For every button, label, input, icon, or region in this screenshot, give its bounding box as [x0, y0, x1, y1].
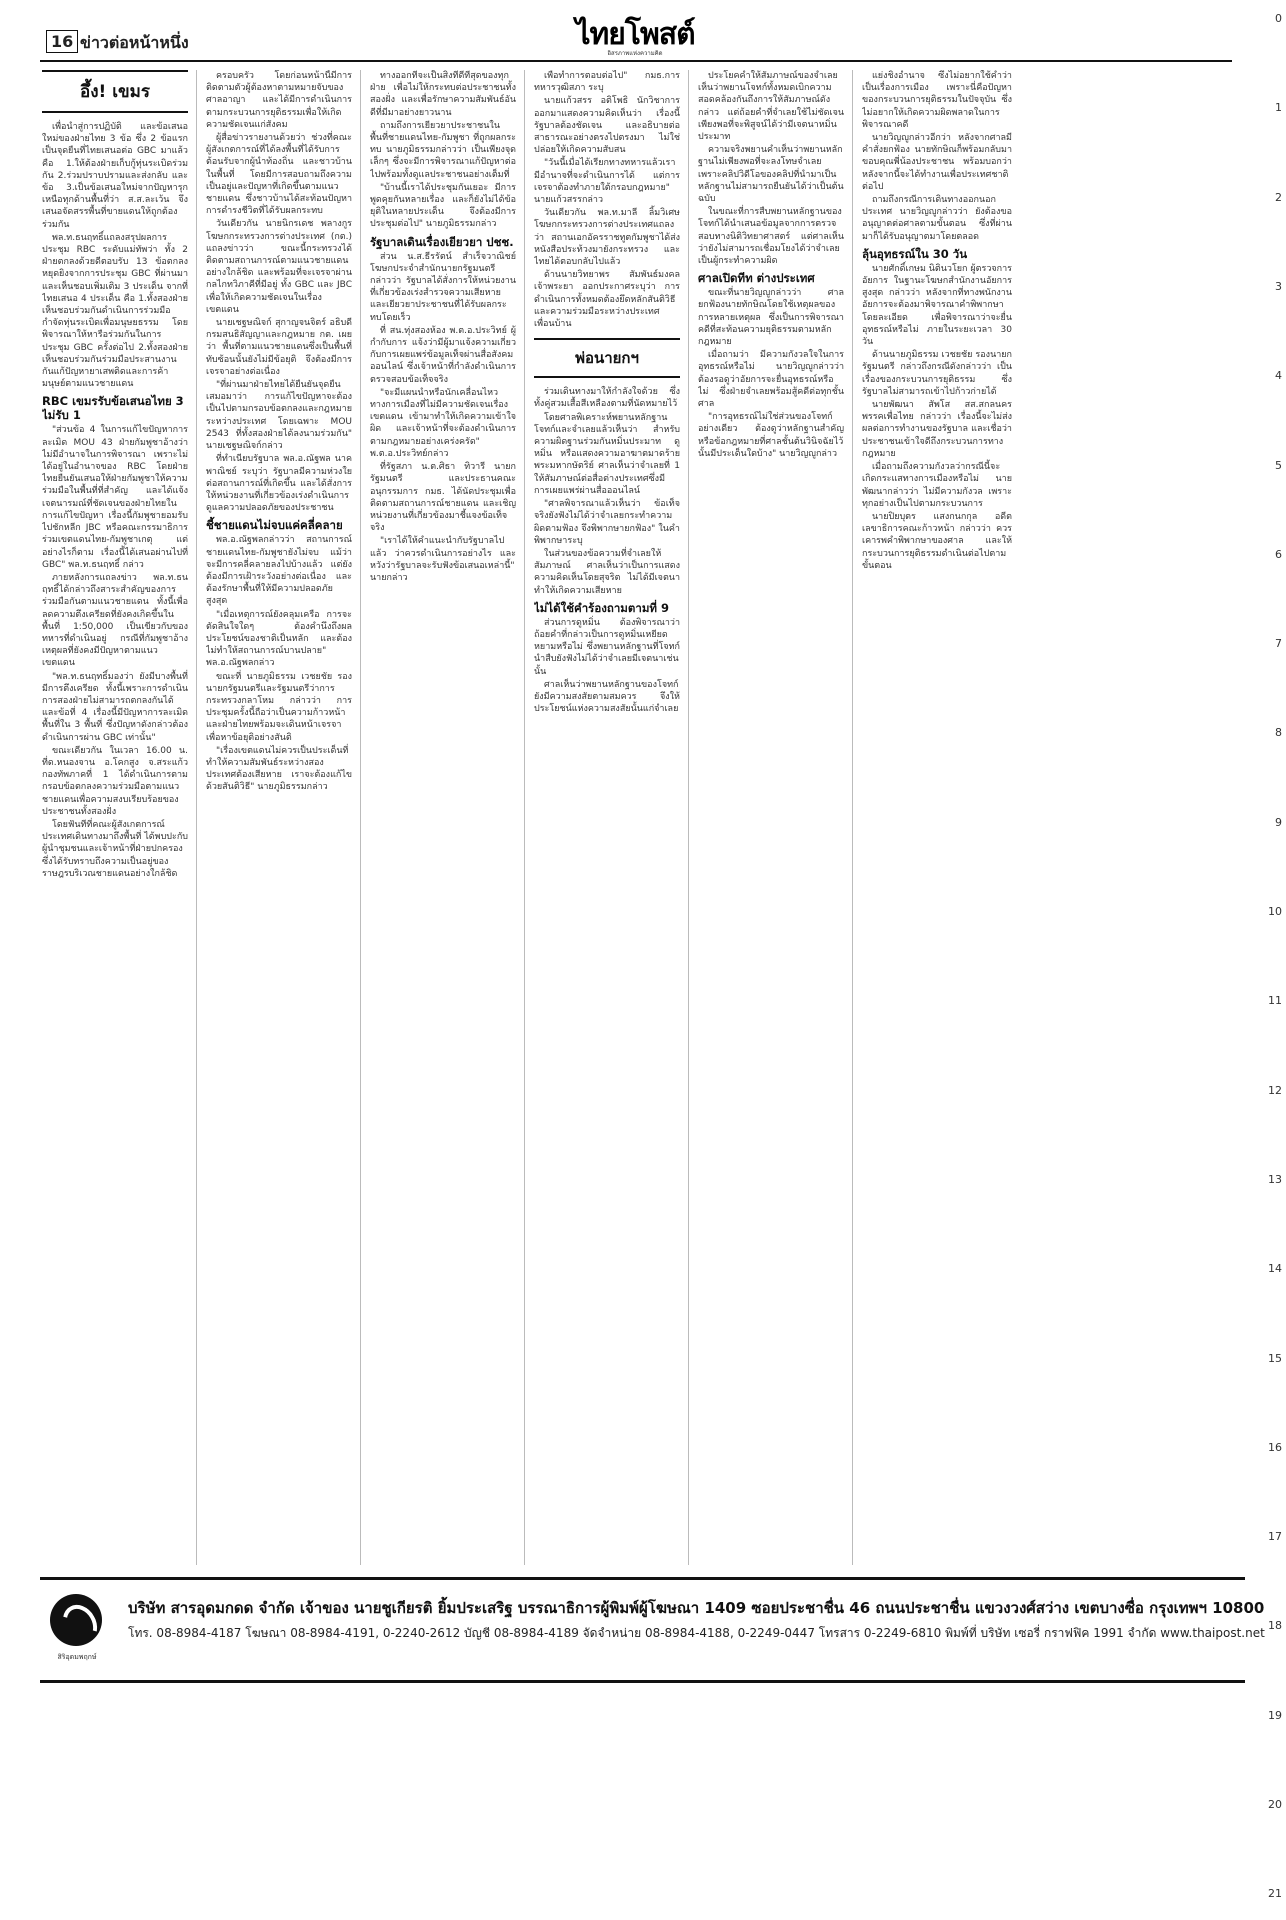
- article-body: [370, 70, 516, 231]
- paragraph: ที่ สน.ทุ่งสองห้อง พ.ต.อ.ประวิทย์ ผู้กำกับการ แจ้งว่ามีผู้มาแจ้งความเกี่ยวกับการเผยแพร่ข้อมูลเท็จผ่านสื่อสังคมออนไลน์ ซึ่งเจ้าหน้าที่กำลังดำเนินการตรวจสอบข้อเท็จจริง: [370, 325, 516, 385]
- page-header: [40, 17, 1232, 62]
- paragraph: นายวิญญูกล่าวอีกว่า หลังจากศาลมีคำสั่งยกฟ้อง นายทักษิณก็พร้อมกลับมาขอบคุณพี่น้องประชาชน พร้อมบอกว่า หลังจากนี้จะได้ทำงานเพื่อประเทศชาติต่อไป: [862, 133, 1012, 192]
- article-subhead: ไม่ได้ใช้คำร้องถามตามที่ 9: [534, 600, 669, 615]
- paragraph: ทางออกที่จะเป็นสิ่งที่ดีที่สุดของทุกฝ่าย เพื่อไม่ให้กระทบต่อประชาชนทั้งสองฝั่ง และเพื่อรักษาความสัมพันธ์อันดีที่มีมาอย่างยาวนาน: [370, 71, 516, 118]
- ruler-number: 15: [1268, 1351, 1282, 1365]
- paragraph: ผู้สื่อข่าวรายงานด้วยว่า ช่วงที่คณะผู้สังเกตการณ์ที่ได้ลงพื้นที่ได้รับการต้อนรับจากผู้นำท้องถิ่น และชาวบ้านในพื้นที่ โดยมีการสอบถามถึงความเป็นอยู่และปัญหาที่เกิดขึ้นตามแนวชายแดน ซึ่งชาวบ้านได้สะท้อนปัญหาการดำรงชีวิตที่ได้รับผลกระทบ: [206, 133, 352, 217]
- paragraph: ศาลเห็นว่าพยานหลักฐานของโจทก์ยังมีความสงสัยตามสมควร จึงให้ประโยชน์แห่งความสงสัยนั้นแก่จำเลย: [534, 679, 680, 715]
- paragraph: พล.อ.ณัฐพลกล่าวว่า สถานการณ์ชายแดนไทย-กัมพูชายังไม่จบ แม้ว่าจะมีการคลี่คลายลงไปบ้างแล้ว แต่ยังต้องมีการเฝ้าระวังอย่างต่อเนื่อง และต้องรักษาพื้นที่ให้มีความปลอดภัยสูงสุด: [206, 535, 352, 607]
- column-divider: [360, 70, 361, 1565]
- ruler-number: 5: [1275, 458, 1282, 472]
- paragraph: นายเชฐษณิจก์ สุกาญจนจิตร์ อธิบดีกรมสนธิสัญญาและกฎหมาย กต. เผยว่า พื้นที่ตามแนวชายแดนซึ่งเป็นพื้นที่ทับซ้อนนั้นยังไม่มีข้อยุติ จึงต้องมีการเจรจาอย่างต่อเนื่อง: [206, 318, 352, 377]
- paragraph: ขณะที่ นายภูมิธรรม เวชยชัย รองนายกรัฐมนตรีและรัฐมนตรีว่าการกระทรวงกลาโหม กล่าวว่า การประชุมครั้งนี้ถือว่าเป็นความก้าวหน้า และฝ่ายไทยพร้อมจะเดินหน้าเจรจาเพื่อหาข้อยุติอย่างสันติ: [206, 671, 352, 743]
- article-body: [862, 263, 1012, 572]
- paragraph: "เราได้ให้คำแนะนำกับรัฐบาลไปแล้ว ว่าควรดำเนินการอย่างไร และหวังว่ารัฐบาลจะรับฟังข้อเสนอเหล่านี้" นายกล่าว: [370, 536, 516, 583]
- paragraph: ครอบครัว โดยก่อนหน้านี้มีการติดตามตัวผู้ต้องหาตามหมายจับของศาลอาญา และได้มีการดำเนินการตามกระบวนการยุติธรรมเพื่อให้เกิดความชัดเจนแก่สังคม: [206, 71, 352, 130]
- column-divider: [524, 70, 525, 1565]
- paragraph: "เมื่อเหตุการณ์ยังคลุมเครือ การจะตัดสินใจใดๆ ต้องคำนึงถึงผลประโยชน์ของชาติเป็นหลัก และต้องไม่ทำให้สถานการณ์บานปลาย" พล.อ.ณัฐพลกล่าว: [206, 609, 352, 669]
- article-subhead: RBC เขมรรับข้อเสนอไทย 3 ไม่รับ 1: [42, 394, 184, 423]
- paragraph: นายพัฒนา สัพโส สส.สกลนคร พรรคเพื่อไทย กล่าวว่า เรื่องนี้จะไม่ส่งผลต่อการทำงานของรัฐบาล และเชื่อว่าประชาชนเข้าใจดีถึงกระบวนการทางกฎหมาย: [862, 400, 1012, 459]
- article-subhead: รัฐบาลเดินเรื่องเยียวยา ปชช.: [370, 234, 514, 249]
- logo-tagline: อิสรภาพแห่งความคิด: [607, 50, 663, 57]
- page-number: 16: [46, 30, 78, 53]
- paragraph: ถามถึงกรณีการเดินทางออกนอกประเทศ นายวิญญูกล่าวว่า ยังต้องขออนุญาตต่อศาลตามขั้นตอน ซึ่งที่ผ่านมาก็ได้รับอนุญาตมาโดยตลอด: [862, 195, 1012, 242]
- ruler-number: 0: [1275, 12, 1282, 25]
- section-title: ข่าวต่อหน้าหนึ่ง: [80, 33, 189, 52]
- paragraph: ร่วมเดินทางมาให้กำลังใจด้วย ซึ่งทั้งคู่สวมเสื้อสีเหลืองตามที่นัดหมายไว้: [534, 387, 680, 410]
- publisher-logo-icon: [50, 1594, 102, 1646]
- paragraph: ในขณะที่การสืบพยานหลักฐานของโจทก์ได้นำเสนอข้อมูลจากการตรวจสอบทางนิติวิทยาศาสตร์ แต่ศาลเห็นว่ายังไม่สามารถเชื่อมโยงได้ว่าจำเลยเป็นผู้กระทำความผิด: [698, 207, 844, 267]
- paragraph: เพื่อทำการตอบต่อไป" กมธ.การทหารวุฒิสภา ระบุ: [534, 71, 680, 94]
- paragraph: ขณะเดียวกัน ในเวลา 16.00 น. ที่ด.หนองจาน อ.โคกสูง จ.สระแก้ว กองทัพภาคที่ 1 ได้ดำเนินการตามกรอบข้อตกลงความร่วมมือตามแนวชายแดนเพื่อความสงบเรียบร้อยของประชาชนทั้งสองฝั่ง: [42, 745, 188, 817]
- paragraph: ที่ทำเนียบรัฐบาล พล.อ.ณัฐพล นาคพาณิชย์ ระบุว่า รัฐบาลมีความห่วงใยต่อสถานการณ์ที่เกิดขึ้น และได้สั่งการให้หน่วยงานที่เกี่ยวข้องเร่งดำเนินการดูแลความปลอดภัยของประชาชน: [206, 454, 352, 514]
- article-body: [206, 534, 352, 793]
- column-1: [42, 70, 188, 1565]
- paragraph: ภายหลังการแถลงข่าว พล.ท.ธนฤทธิ์ได้กล่าวถึงสาระสำคัญของการร่วมมือกันตามแนวชายแดน ทั้งนี้เพื่อลดความตึงเครียดที่ยังคงเกิดขึ้นในพื้นที่ 1:50,000 เป็นเขียวกับของทหารที่ดำเนินอยู่ กรณีที่กัมพูชาอ้างเหตุผลที่ยังคงมีปัญหาตามแนวเขตแดน: [42, 572, 188, 669]
- ruler-number: 14: [1268, 1262, 1282, 1276]
- paragraph: ถามถึงการเยียวยาประชาชนในพื้นที่ชายแดนไทย-กัมพูชา ที่ถูกผลกระทบ นายภูมิธรรมกล่าวว่า เป็นเพียงจุดเล็กๆ ซึ่งจะมีการพิจารณาแก้ปัญหาต่อไปพร้อมทั้งดูแลประชาชนอย่างเต็มที่: [370, 120, 516, 180]
- ruler-number: 1: [1275, 101, 1282, 115]
- article-body: [534, 386, 680, 596]
- publisher-footer: [40, 1577, 1265, 1683]
- paragraph: โดยฟันทีที่คณะผู้สังเกตการณ์ประเทศเดินทางมาถึงพื้นที่ ได้พบปะกับผู้นำชุมชนและเจ้าหน้าที่ฝ่ายปกครอง ซึ่งได้รับทราบถึงความเป็นอยู่ของราษฎรบริเวณชายแดนอย่างใกล้ชิด: [42, 819, 188, 879]
- publisher-logo-label: สิริอุดมพฤกษ์: [57, 1653, 97, 1661]
- paragraph: "เรื่องเขตแดนไม่ควรเป็นประเด็นที่ทำให้ความสัมพันธ์ระหว่างสองประเทศต้องเสียหาย เราจะต้องแก้ไขด้วยสันติวิธี" นายภูมิธรรมกล่าว: [206, 745, 352, 793]
- article-subhead: ชี้ชายแดนไม่จบแค่คลี่คลาย: [206, 518, 343, 533]
- paragraph: นายศักดิ์เกษม นิตินวโยก ผู้ตรวจการอัยการ ในฐานะโฆษกสำนักงานอัยการสูงสุด กล่าวว่า หลังจากที่ทางพนักงานอัยการจะต้องมาพิจารณาคำพิพากษาโดยละเอียด เพื่อพิจารณาว่าจะยื่นอุทธรณ์หรือไม่ ภายในระยะเวลา 30 วัน: [862, 263, 1012, 348]
- column-2: [206, 70, 352, 1565]
- box-headline: พ่อนายกฯ: [534, 338, 680, 378]
- article-headline: อึ้ง! เขมร: [42, 70, 188, 113]
- ruler-number: 11: [1268, 994, 1282, 1008]
- paragraph: ขณะที่นายวิญญูกล่าวว่า ศาลยกฟ้องนายทักษิณโดยใช้เหตุผลของการหลายเหตุผล ซึ่งเป็นการพิจารณาคดีที่สะท้อนความยุติธรรมตามหลักกฎหมาย: [698, 288, 844, 348]
- paragraph: "จะมีแผนนำหรือนักเคลื่อนไหว ทางการเมืองที่ไม่มีความชัดเจนเรื่องเขตแดน เข้ามาทำให้เกิดความเข้าใจผิด และเจ้าหน้าที่จะต้องดำเนินการตามกฎหมายอย่างเคร่งครัด" พ.ต.อ.ประวิทย์กล่าว: [370, 387, 516, 459]
- paragraph: ที่รัฐสภา น.ต.ศิธา ทิวารี นายกรัฐมนตรี และประธานคณะอนุกรรมการ กมธ. ได้นัดประชุมเพื่อติดตามสถานการณ์ชายแดน และเชิญหน่วยงานที่เกี่ยวข้องมาชี้แจงข้อเท็จจริง: [370, 462, 516, 534]
- column-divider: [688, 70, 689, 1565]
- article-subhead: ศาลเปิดทีท ต่างประเทศ: [698, 271, 815, 286]
- column-divider: [196, 70, 197, 1565]
- paragraph: ในส่วนของข้อความที่จำเลยให้สัมภาษณ์ ศาลเห็นว่าเป็นการแสดงความคิดเห็นโดยสุจริต ไม่ได้มีเจตนาทำให้เกิดความเสียหาย: [534, 548, 680, 596]
- contact-info: โทร. 08-8984-4187 โฆษณา 08-8984-4191, 0-2240-2612 บัญชี 08-8984-4189 จัดจำหน่าย 08-8984-4188, 0-2249-0447 โทรสาร 0-2249-6810 พิมพ์ที่ บริษัท เซอรี่ กราฟฟิค 1991 จำกัด www.thaipost.net: [128, 1626, 1265, 1640]
- article-body: [42, 424, 188, 880]
- article-body: [534, 617, 680, 716]
- article-body: [698, 70, 844, 267]
- ruler-number: 12: [1268, 1083, 1282, 1097]
- column-5: [698, 70, 844, 1565]
- paragraph: วันเดียวกัน พล.ท.มาลี ลิ้มวิเศษ โฆษกกระทรวงการต่างประเทศแถลงว่า สถานเอกอัครราชทูตกัมพูชาได้ส่งหนังสือประท้วงมายังกระทรวง และไทยได้ตอบกลับไปแล้ว: [534, 208, 680, 268]
- ruler-number: 18: [1268, 1619, 1282, 1633]
- newspaper-logo: [540, 17, 730, 58]
- paragraph: "ที่ผ่านมาฝ่ายไทยได้ยืนยันจุดยืนเสมอมาว่า การแก้ไขปัญหาจะต้องเป็นไปตามกรอบข้อตกลงและกฎหมายระหว่างประเทศ โดยเฉพาะ MOU 2543 ที่ทั้งสองฝ่ายได้ลงนามร่วมกัน" นายเชฐษณิจก์กล่าว: [206, 380, 352, 452]
- article-body: [698, 287, 844, 460]
- article-body: [42, 121, 188, 390]
- paragraph: "พล.ท.ธนฤทธิ์มองว่า ยังมีบางพื้นที่มีการตึงเครียด ทั้งนี้เพราะการดำเนินการสองฝ่ายไม่สามารถตกลงกันได้ และข้อที่ 4 เรื่องนี้มีปัญหาการละเมิดพื้นที่ใน 3 พื้นที่ ซึ่งปัญหาดังกล่าวต้องดำเนินการผ่าน GBC เท่านั้น": [42, 671, 188, 743]
- column-6: [862, 70, 1012, 1565]
- paragraph: "ส่วนข้อ 4 ในการแก้ไขปัญหาการละเมิด MOU 43 ฝ่ายกัมพูชาอ้างว่าไม่มีอำนาจในการพิจารณา เพราะไม่ได้อยู่ในอำนาจของ RBC โดยฝ่ายไทยยืนยันเสนอให้ฝ่ายกัมพูชาให้ความร่วมมือในพื้นที่ที่สำคัญ และได้แจ้งเจตนารมณ์ที่ชัดเจนของฝ่ายไทยในการแก้ไขปัญหา เรื่องนี้กัมพูชายอมรับไปชักหลีก JBC หรือคณะกรรมาธิการร่วมเขตแดนไทย-กัมพูชาเกตุ แต่อย่างไรก็ตาม เรื่องนี้ได้เสนอผ่านไปที่ GBC" พล.ท.ธนฤทธิ์ กล่าว: [42, 425, 188, 570]
- paragraph: เมื่อถามถึงความกังวลว่ากรณีนี้จะเกิดกระแสทางการเมืองหรือไม่ นายพัฒนากล่าวว่า ไม่มีความกังวล เพราะทุกอย่างเป็นไปตามกระบวนการ: [862, 462, 1012, 509]
- ruler-number: 20: [1268, 1798, 1282, 1811]
- paragraph: โดยศาลพิเคราะห์พยานหลักฐานโจทก์และจำเลยแล้วเห็นว่า สำหรับความผิดฐานร่วมกันหมิ่นประมาท ดูหมิ่น หรือแสดงความอาฆาตมาดร้ายพระมหากษัตริย์ ศาลเห็นว่าจำเลยที่ 1 ให้สัมภาษณ์ต่อสื่อต่างประเทศซึ่งมีการเผยแพร่ผ่านสื่อออนไลน์: [534, 412, 680, 496]
- column-3: [370, 70, 516, 1565]
- publisher-info: บริษัท สารอุดมกดด จำกัด เจ้าของ นายชูเกียรติ ยิ้มประเสริฐ บรรณาธิการผู้พิมพ์ผู้โฆษณา 1409 ซอยประชาชื่น 46 ถนนประชาชื่น แขวงวงศ์สว่าง เขตบางซื่อ กรุงเทพฯ 10800: [128, 1599, 1265, 1617]
- paragraph: "บ้านนี้เราได้ประชุมกันเยอะ มีการพูดคุยกันหลายเรื่อง และก็ยังไม่ได้ข้อยุติในหลายประเด็น จึงต้องมีการประชุมต่อไป" นายภูมิธรรมกล่าว: [370, 182, 516, 230]
- ruler-number: 19: [1268, 1708, 1282, 1722]
- article-body: [370, 251, 516, 584]
- paragraph: ความจริงพยานคำเห็นว่าพยานหลักฐานไม่เพียงพอที่จะลงโทษจำเลย เพราะคลิปวิดีโอของคลิปที่นำมาเป็นหลักฐานไม่สามารถยืนยันได้ว่าเป็นต้นฉบับ: [698, 145, 844, 205]
- ruler-number: 10: [1268, 905, 1282, 918]
- paragraph: แย่งชิงอำนาจ ซึ่งไม่อยากใช้คำว่าเป็นเรื่องการเมือง เพราะนี่คือปัญหาของกระบวนการยุติธรรมในปัจจุบัน ซึ่งไม่อยากให้เกิดความผิดพลาดในการพิจารณาคดี: [862, 71, 1012, 130]
- paragraph: วันเดียวกัน นายนิกรเดช พลางกูร โฆษกกระทรวงการต่างประเทศ (กต.) แถลงข่าวว่า ขณะนี้กระทรวงได้ติดตามสถานการณ์ตามแนวชายแดนอย่างใกล้ชิด และพร้อมที่จะเจรจาผ่านกลไกทวิภาคีที่มีอยู่ ทั้ง GBC และ JBC เพื่อให้เกิดความชัดเจนในเรื่องเขตแดน: [206, 219, 352, 315]
- ruler-number: 17: [1268, 1530, 1282, 1544]
- paragraph: นายปิยบุตร แสงกนกกุล อดีตเลขาธิการคณะก้าวหน้า กล่าวว่า ควรเคารพคำพิพากษาของศาล และให้กระบวนการยุติธรรมดำเนินต่อไปตามขั้นตอน: [862, 511, 1012, 571]
- article-body: [862, 70, 1012, 243]
- ruler-number: 21: [1268, 1887, 1282, 1901]
- article-body: [534, 70, 680, 330]
- paragraph: ด้านนายภูมิธรรม เวชยชัย รองนายกรัฐมนตรี กล่าวถึงกรณีดังกล่าวว่า เป็นเรื่องของกระบวนการยุติธรรม ซึ่งรัฐบาลไม่สามารถเข้าไปก้าวก่ายได้: [862, 350, 1012, 397]
- article-subhead: ลุ้นอุทธรณ์ใน 30 วัน: [862, 246, 968, 261]
- ruler-number: 9: [1275, 815, 1282, 829]
- paragraph: พล.ท.ธนฤทธิ์แถลงสรุปผลการประชุม RBC ระดับแม่ทัพว่า ทั้ง 2 ฝ่ายตกลงด้วยดีตอบรับ 13 ข้อตกลงหยุดยิงจากการประชุม GBC ที่ผ่านมา และเห็นชอบเพิ่มเติม 3 ประเด็น จากที่ไทยเสนอ 4 ประเด็น คือ 1.ทั้งสองฝ่ายเห็นชอบร่วมกันดำเนินการร่วมมือกำจัดทุ่นระเบิดเพื่อมนุษยธรรม โดยพิจารณาให้หารือร่วมกันในการประชุม GBC ครั้งต่อไป 2.ทั้งสองฝ่ายเห็นชอบร่วมกันร่วมมือประสานงานกันแก้ปัญหายาเสพติดและการค้ามนุษย์ตามแนวชายแดน: [42, 232, 188, 390]
- logo-wordmark: ไทยโพสต์: [575, 17, 695, 52]
- ruler-number: 3: [1275, 279, 1282, 293]
- paragraph: "ศาลพิจารณาแล้วเห็นว่า ข้อเท็จจริงยังฟังไม่ได้ว่าจำเลยกระทำความผิดตามฟ้อง จึงพิพากษายกฟ้อง" ในคำพิพากษาระบุ: [534, 499, 680, 546]
- ruler-number: 13: [1268, 1172, 1282, 1186]
- ruler-number: 6: [1275, 547, 1282, 561]
- column-4: [534, 70, 680, 1565]
- paragraph: ส่วนการดูหมิ่น ต้องพิจารณาว่าถ้อยคำที่กล่าวเป็นการดูหมิ่นเหยียดหยามหรือไม่ ซึ่งพยานหลักฐานที่โจทก์นำสืบยังฟังไม่ได้ว่าจำเลยมีเจตนาเช่นนั้น: [534, 617, 680, 677]
- column-divider: [852, 70, 853, 1565]
- paragraph: ส่วน น.ส.ธีรรัตน์ สำเร็จวาณิชย์ โฆษกประจำสำนักนายกรัฐมนตรี กล่าวว่า รัฐบาลได้สั่งการให้หน่วยงานที่เกี่ยวข้องเร่งสำรวจความเสียหายและเยียวยาประชาชนที่ได้รับผลกระทบโดยเร็ว: [370, 251, 516, 323]
- paragraph: นายแก้วสรร อติโพธิ นักวิชาการ ออกมาแสดงความคิดเห็นว่า เรื่องนี้รัฐบาลต้องชัดเจน และอธิบายต่อสาธารณะอย่างตรงไปตรงมา ไม่ใช่ปล่อยให้เกิดความสับสน: [534, 96, 680, 156]
- ruler-number: 7: [1275, 637, 1282, 651]
- ruler-number: 8: [1275, 726, 1282, 740]
- paragraph: เมื่อถามว่า มีความกังวลใจในการอุทธรณ์หรือไม่ นายวิญญูกล่าวว่า ต้องรอดูว่าอัยการจะยื่นอุทธรณ์หรือไม่ ซึ่งฝ่ายจำเลยพร้อมสู้คดีต่อทุกชั้นศาล: [698, 350, 844, 410]
- paragraph: "การอุทธรณ์ไม่ใช่ส่วนของโจทก์อย่างเดียว ต้องดูว่าหลักฐานสำคัญหรือข้อกฎหมายที่ศาลชั้นต้นวินิจฉัยไว้นั้นมีประเด็นใดบ้าง" นายวิญญูกล่าว: [698, 412, 844, 459]
- ruler-number: 16: [1268, 1440, 1282, 1454]
- paragraph: ประโยคคำให้สัมภาษณ์ของจำเลย เห็นว่าพยานโจทก์ทั้งหมดเบิกความสอดคล้องกันถึงการให้สัมภาษณ์ดังกล่าว แต่ถ้อยคำที่จำเลยใช้ไม่ชัดเจนเพียงพอที่จะพิสูจน์ได้ว่ามีเจตนาหมิ่นประมาท: [698, 71, 844, 143]
- ruler-number: 4: [1275, 369, 1282, 383]
- ruler-number: 2: [1275, 190, 1282, 204]
- article-body: [206, 70, 352, 514]
- paragraph: ด้านนายวิทยาพร สัมพันธ์มงคล เจ้าพระยา ออกประกาศระบุว่า การดำเนินการทั้งหมดต้องยึดหลักสันติวิธีและความร่วมมือระหว่างประเทศเพื่อนบ้าน: [534, 270, 680, 330]
- paragraph: เพื่อนำสู่การปฏิบัติ และข้อเสนอใหม่ของฝ่ายไทย 3 ข้อ ซึ่ง 2 ข้อแรกเป็นจุดยืนที่ไทยเสนอต่อ GBC มาแล้ว คือ 1.ให้ต้องฝ่ายเก็บกู้ทุ่นระเบิดร่วมกัน 2.ร่วมปราบปรามและส่งกลับ และข้อ 3.เป็นข้อเสนอใหม่จากปัญหารุกเหนือทุกด้านพื้นที่ว่า ส.ส.ละเว้น จึงเสนอจัดสรรพื้นที่ขายแดนให้ถูกต้องร่วมกัน: [42, 122, 188, 230]
- paragraph: "วันนี้เมื่อได้เรียกทางทหารแล้วเรามีอำนาจที่จะดำเนินการได้ แต่การเจรจาต้องทำภายใต้กรอบกฎหมาย" นายแก้วสรรกล่าว: [534, 158, 680, 206]
